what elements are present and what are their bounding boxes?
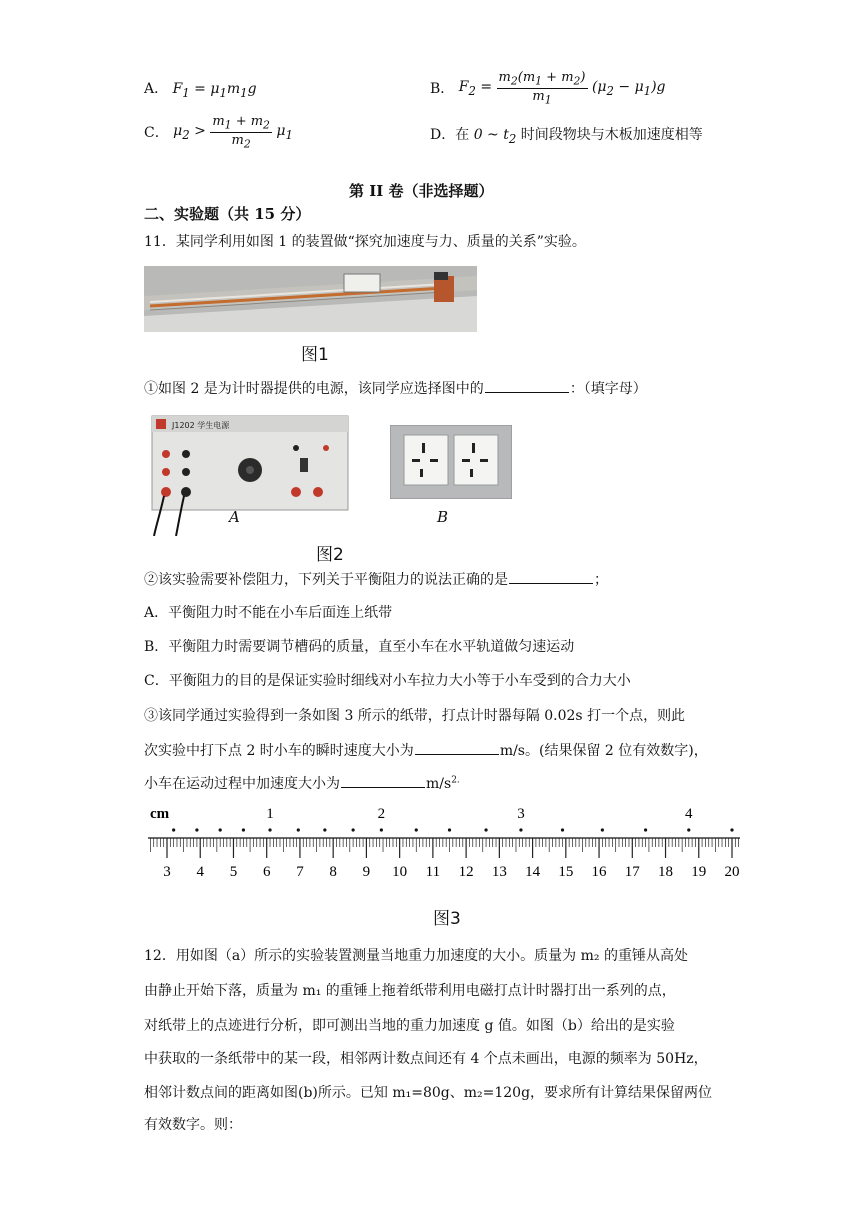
tape-dot (687, 828, 690, 831)
tape-dot (352, 828, 355, 831)
tape-dot (730, 828, 733, 831)
formula-a: $F_1 = \mu_1m_1g$ (172, 81, 257, 100)
q11-sub2: ②该实验需要补偿阻力，下列关于平衡阻力的说法正确的是 ； (144, 569, 608, 589)
formula-b-fraction: $\frac{m_2(m_1 + m_2)}{m_1}$ (498, 70, 586, 107)
tape-point-label: 3 (517, 806, 525, 822)
tape-dot (242, 828, 245, 831)
track-photo (144, 266, 477, 332)
q12-line4: 中获取的一条纸带中的某一段，相邻两计数点间还有 4 个点未画出，电源的频率为 50Hz， (144, 1051, 708, 1067)
q12-line2: 由静止开始下落，质量为 m₁ 的重锤上拖着纸带利用电磁打点计时器打出一系列的点， (144, 983, 676, 999)
ruler-scale-label: 15 (558, 864, 574, 880)
wall-socket-photo (390, 425, 512, 499)
ruler-scale-label: 10 (392, 864, 408, 880)
q11-sub3-line1: ③该同学通过实验得到一条如图 3 所示的纸带，打点计时器每隔 0.02s 打一个点，则此 (144, 708, 686, 724)
answer-blank-1[interactable] (485, 378, 569, 393)
option-a: A． $F_1 = \mu_1m_1g$ (144, 81, 257, 100)
ruler-figure (144, 800, 744, 884)
power-supply-photo (150, 414, 350, 536)
option-c: C． $\mu_2$ > $\frac{m_1 + m_2}{m_2}$ $\mu_1$ (144, 114, 293, 151)
tape-point-label: 1 (266, 806, 274, 822)
fig3-caption: 图3 (433, 909, 461, 929)
answer-blank-3[interactable] (415, 740, 499, 755)
tape-dot (561, 828, 564, 831)
q11-stem: 11．某同学利用如图 1 的装置做“探究加速度与力、质量的关系”实验。 (144, 234, 586, 250)
ruler-scale-label: 14 (525, 864, 541, 880)
q12-line6: 有效数字。则： (144, 1117, 242, 1133)
ruler-scale-label: 16 (591, 864, 607, 880)
tape-point-label: 2 (377, 806, 386, 822)
ruler-scale-label: 7 (296, 864, 304, 880)
q12-line3: 对纸带上的点迹进行分析，即可测出当地的重力加速度 g 值。如图（b）给出的是实验 (144, 1018, 675, 1034)
tape-point-label: 4 (685, 806, 693, 822)
fig2-caption: 图2 (316, 545, 344, 565)
tape-dot (219, 828, 222, 831)
fig2-label-a: A (229, 508, 240, 526)
fig1-caption: 图1 (301, 345, 329, 365)
fig2-label-b: B (437, 508, 449, 526)
tape-dot (644, 828, 647, 831)
q11-choice-c: C．平衡阻力的目的是保证实验时细线对小车拉力大小等于小车受到的合力大小 (144, 673, 631, 689)
tape-dot (195, 828, 198, 831)
ruler-scale-label: 5 (229, 864, 238, 880)
formula-c-fraction: $\frac{m_1 + m_2}{m_2}$ (212, 114, 270, 151)
ruler-unit-label: cm (150, 806, 170, 822)
option-d: D．在 0 ~ $t_2$ 时间段物块与木板加速度相等 (430, 127, 703, 146)
option-b: B． $F_2$ = $\frac{m_2(m_1 + m_2)}{m_1}$ $(\mu_2 - \mu_1)g$ (430, 70, 666, 107)
tape-dot (519, 828, 522, 831)
ruler-scale-label: 3 (163, 864, 171, 880)
ruler-scale-label: 12 (458, 864, 474, 880)
answer-blank-4[interactable] (341, 773, 425, 788)
ruler-scale-label: 20 (724, 864, 740, 880)
answer-blank-2[interactable] (509, 569, 593, 584)
ruler-scale-label: 18 (658, 864, 674, 880)
tape-dot (415, 828, 418, 831)
tape-dot (380, 828, 383, 831)
tape-dot (268, 828, 271, 831)
ruler-scale-label: 11 (425, 864, 441, 880)
q12-line1: 12．用如图（a）所示的实验装置测量当地重力加速度的大小。质量为 m₂ 的重锤从高处 (144, 948, 688, 964)
tape-dot (297, 828, 300, 831)
ruler-scale-label: 19 (691, 864, 707, 880)
ruler-scale-label: 4 (196, 864, 204, 880)
q11-choice-b: B．平衡阻力时需要调节槽码的质量，直至小车在水平轨道做匀速运动 (144, 639, 575, 655)
ruler-scale-label: 8 (329, 864, 337, 880)
svg-text:J1202 学生电源: J1202 学生电源 (172, 421, 230, 430)
ruler-scale-label: 6 (262, 864, 271, 880)
q11-sub1: ①如图 2 是为计时器提供的电源，该同学应选择图中的 ：（填字母） (144, 378, 647, 398)
part-title: 二、实验题（共 15 分） (144, 205, 311, 223)
tape-dot (484, 828, 487, 831)
tape-dot (323, 828, 326, 831)
tape-dot (448, 828, 451, 831)
q11-choice-a: A．平衡阻力时不能在小车后面连上纸带 (144, 605, 393, 621)
ruler-scale-label: 17 (624, 864, 640, 880)
tape-dot (601, 828, 604, 831)
q11-sub3-line3: 小车在运动过程中加速度大小为 $m/s^{2.}$ (144, 773, 460, 793)
volume-title: 第 II 卷（非选择题） (349, 182, 494, 200)
ruler-scale-label: 9 (362, 864, 371, 880)
q11-sub3-line2: 次实验中打下点 2 时小车的瞬时速度大小为 m/s。(结果保留 2 位有效数字)， (144, 740, 708, 760)
tape-dot (172, 828, 175, 831)
ruler-scale-label: 13 (491, 864, 507, 880)
q12-line5: 相邻计数点间的距离如图(b)所示。已知 m₁=80g、m₂=120g，要求所有计算结果保留两位 (144, 1085, 713, 1101)
